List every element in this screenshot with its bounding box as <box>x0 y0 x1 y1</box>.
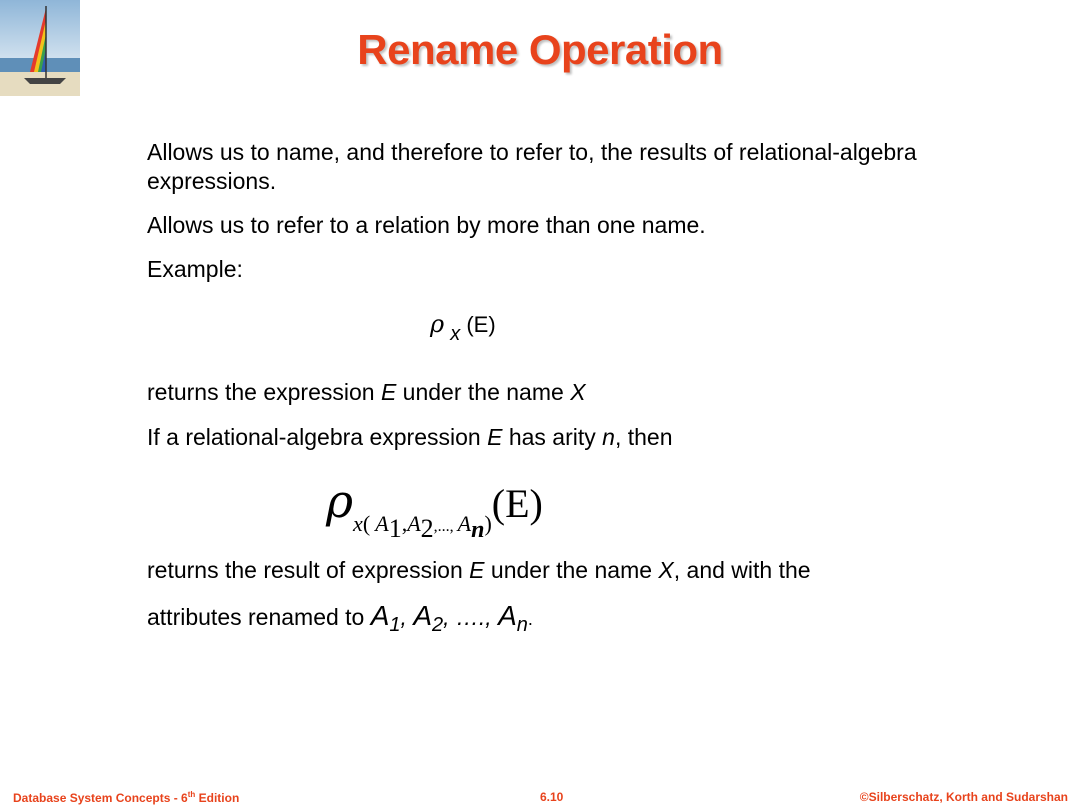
formula-rename-simple <box>430 310 496 345</box>
text-segment: returns the result of expression <box>147 557 470 583</box>
attr-an: A <box>498 600 517 631</box>
text-segment: returns the expression <box>147 379 381 405</box>
paren-open: ( <box>362 511 371 536</box>
footer-page-number: 6.10 <box>540 790 564 804</box>
attr-a1: A <box>375 511 389 536</box>
variable-x: X <box>570 379 586 405</box>
separator: , <box>401 511 408 536</box>
rho-symbol: ρ <box>326 474 354 528</box>
text-segment: If a relational-algebra expression <box>147 424 488 450</box>
footer-copyright: ©Silberschatz, Korth and Sudarshan <box>859 790 1068 804</box>
variable-e: E <box>487 424 503 450</box>
ellipsis: , …., <box>443 604 499 630</box>
index-2: 2 <box>420 514 434 543</box>
formula-subscript <box>353 511 492 543</box>
text-segment: , and with the <box>673 557 811 583</box>
paragraph-multiple-names: Allows us to refer to a relation by more than one name. <box>147 212 706 238</box>
attr-a1: A <box>370 600 390 631</box>
formula-argument: (E) <box>466 312 496 337</box>
attr-an: A <box>457 511 472 536</box>
ellipsis: ,..., <box>433 518 458 535</box>
index-1: 1 <box>388 514 402 543</box>
index-n: n <box>471 517 485 543</box>
variable-n: n <box>602 424 615 450</box>
text-segment: has arity <box>502 424 603 450</box>
footer-book-title <box>13 790 239 805</box>
footer-superscript: th <box>187 790 196 799</box>
paragraph-returns-result <box>147 556 977 585</box>
slide-title: Rename Operation <box>357 26 723 73</box>
separator: , <box>400 604 414 630</box>
paragraph-name-results: Allows us to name, and therefore to refer to, the results of relational-algebra expressions. <box>147 139 917 194</box>
variable-e: E <box>380 379 397 405</box>
subscript-x: x <box>353 511 363 536</box>
text-segment: under the name <box>484 557 659 583</box>
footer-text: Database System Concepts - 6 <box>13 791 188 805</box>
attr-a2: A <box>413 600 433 631</box>
text-segment: , then <box>614 424 673 450</box>
index-2: 2 <box>432 614 444 636</box>
period: . <box>527 609 533 629</box>
formula-rename-attributes <box>326 474 543 543</box>
paragraph-returns-expression <box>147 378 977 407</box>
paragraph-example: Example: <box>147 256 243 282</box>
attr-a2: A <box>407 511 421 536</box>
variable-x: X <box>658 557 674 583</box>
paren-close: ) <box>484 511 492 536</box>
paragraph-arity <box>147 423 977 452</box>
formula-subscript: x <box>450 323 461 345</box>
index-1: 1 <box>389 614 401 636</box>
index-n: n <box>516 614 528 636</box>
variable-e: E <box>469 557 485 583</box>
formula-argument: (E) <box>491 481 543 526</box>
text-segment: under the name <box>396 379 571 405</box>
text-segment: attributes renamed to <box>147 604 371 630</box>
rho-symbol: ρ <box>430 310 445 338</box>
footer-text: Edition <box>195 791 240 805</box>
paragraph-attributes-renamed <box>147 600 533 636</box>
